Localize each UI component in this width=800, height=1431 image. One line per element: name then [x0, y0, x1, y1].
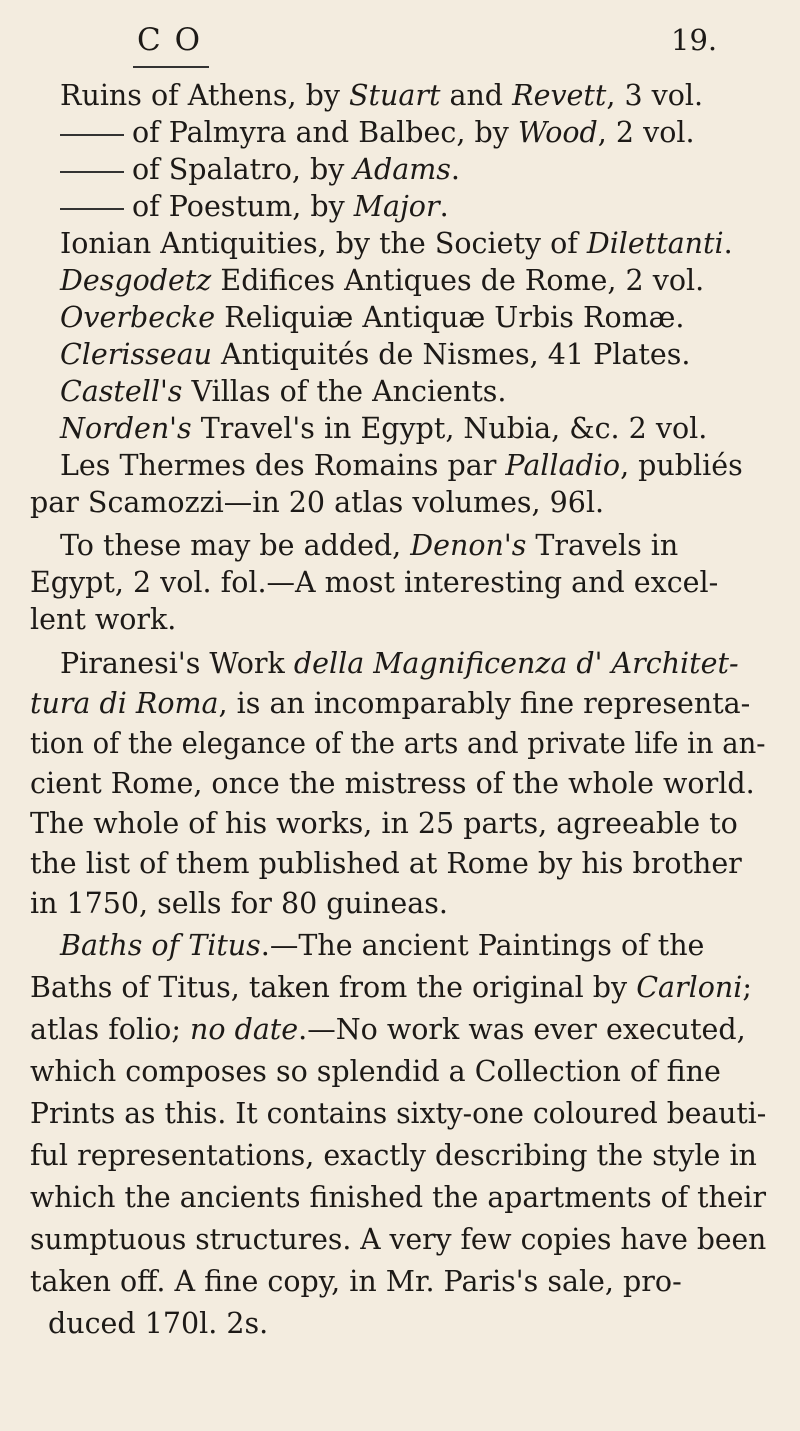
piranesi-line-6: the list of them published at Rome by his brother	[30, 847, 742, 880]
titus-line-8: sumptuous structures. A very few copies have been	[30, 1223, 767, 1256]
piranesi-line-3: tion of the elegance of the arts and private life in an-	[30, 727, 766, 760]
entry-desgodetz: Desgodetz Edifices Antiques de Rome, 2 vol.	[60, 264, 705, 297]
entry-overbecke: Overbecke Reliquiæ Antiquæ Urbis Romæ.	[60, 301, 685, 334]
titus-line-1: Baths of Titus.—The ancient Paintings of the	[60, 929, 705, 962]
entry-norden: Norden's Travel's in Egypt, Nubia, &c. 2 vol.	[60, 412, 708, 445]
entry-athens: Ruins of Athens, by Stuart and Revett, 3 vol.	[60, 79, 704, 112]
titus-line-7: which the ancients finished the apartments of their	[30, 1181, 766, 1214]
entry-thermes: Les Thermes des Romains par Palladio, publiés	[60, 449, 743, 482]
entry-palmyra: of Palmyra and Balbec, by Wood, 2 vol.	[60, 115, 695, 151]
titus-line-9: taken off. A fine copy, in Mr. Paris's sale, pro-	[30, 1265, 682, 1298]
piranesi-line-7: in 1750, sells for 80 guineas.	[30, 887, 448, 920]
titus-line-3: atlas folio; no date.—No work was ever executed,	[30, 1013, 746, 1046]
ditto-dash	[60, 171, 124, 173]
ditto-dash	[60, 208, 124, 210]
entry-poestum: of Poestum, by Major.	[60, 189, 449, 225]
denon-line-2: Egypt, 2 vol. fol.—A most interesting and excel-	[30, 566, 719, 599]
entry-thermes-cont: par Scamozzi—in 20 atlas volumes, 96l.	[30, 486, 605, 519]
piranesi-line-5: The whole of his works, in 25 parts, agreeable to	[30, 807, 738, 840]
piranesi-line-4: cient Rome, once the mistress of the whole world.	[30, 767, 755, 800]
page-number: 19.	[671, 23, 718, 57]
entry-ionian: Ionian Antiquities, by the Society of Dilettanti.	[60, 227, 733, 260]
piranesi-line-1: Piranesi's Work della Magnificenza d' Architet-	[60, 647, 739, 680]
denon-line-3: lent work.	[30, 603, 177, 636]
entry-spalatro: of Spalatro, by Adams.	[60, 152, 460, 188]
entry-castell: Castell's Villas of the Ancients.	[60, 375, 507, 408]
entry-clerisseau: Clerisseau Antiquités de Nismes, 41 Plates.	[60, 338, 691, 371]
header-rule	[133, 66, 209, 68]
titus-line-2: Baths of Titus, taken from the original by Carloni;	[30, 971, 752, 1004]
signature-mark: C O	[137, 22, 202, 58]
ditto-dash	[60, 134, 124, 136]
page-header	[0, 22, 800, 72]
denon-line-1: To these may be added, Denon's Travels in	[60, 529, 679, 562]
titus-line-5: Prints as this. It contains sixty-one coloured beauti-	[30, 1097, 767, 1130]
titus-line-10: duced 170l. 2s.	[48, 1307, 269, 1340]
piranesi-line-2: tura di Roma, is an incomparably fine representa-	[30, 687, 751, 720]
titus-line-6: ful representations, exactly describing the style in	[30, 1139, 757, 1172]
titus-line-4: which composes so splendid a Collection of fine	[30, 1055, 721, 1088]
